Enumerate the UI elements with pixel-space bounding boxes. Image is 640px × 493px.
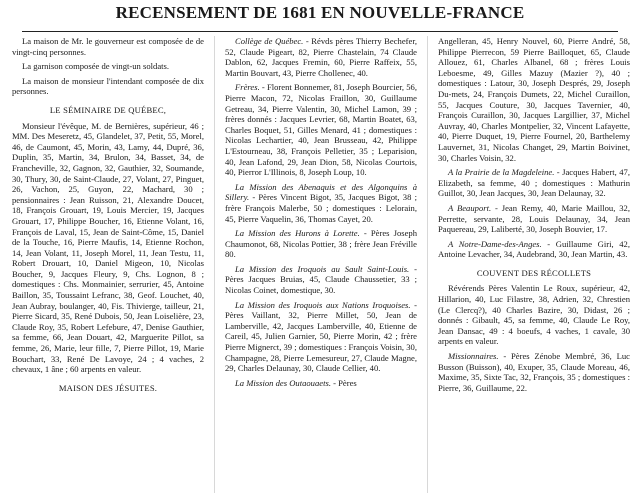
heading-hurons: La Mission des Hurons à Lorette. — [235, 228, 360, 239]
heading-missionnaires: Missionnaires. — [448, 351, 499, 362]
text-missionnaires: - Pères Zénobe Membré, 36, Luc Busson (Buisson), 40, Exuper, 35, Claude Moreau, 46, Maxime, 35, Sixte Tac, 32, François, 35 ; domestiques : Pierre, 36, Guillaume, 22. — [438, 351, 630, 393]
text-hurons: - Pères Joseph Chaumonot, 68, Nicolas Pottier, 38 ; frère Jean Fréville 80. — [225, 228, 417, 260]
text-columns — [12, 36, 630, 493]
paragraph-iroquois — [225, 300, 417, 374]
heading-outaouaets: La Mission des Outaouaets. — [235, 377, 331, 388]
section-heading-seminaire: LE SÉMINAIRE DE QUÉBEC, — [49, 104, 167, 115]
heading-iroquois: La Mission des Iroquois aux Nations Iroquoises. — [235, 299, 411, 310]
paragraph-prairie — [438, 167, 630, 199]
text-sault: - Pères Jacques Bruias, 45, Claude Chaussetier, 33 ; Nicolas Coinet, domestique, 30. — [225, 263, 417, 296]
page-title: RECENSEMENT DE 1681 EN NOUVELLE-FRANCE — [115, 3, 525, 22]
heading-beauport: A Beauport. — [448, 202, 492, 213]
text-outaouaets: - Pères — [330, 377, 357, 388]
paragraph-notre-dame — [438, 239, 630, 260]
title-rule — [22, 31, 618, 32]
heading-freres: Frères. — [235, 82, 260, 93]
text-iroquois: - Pères Vaillant, 32, Pierre Millet, 50, Jean de Lamberville, 42, Jacques Lamberville, 40, Etienne de Careil, 45, Julien Garnier, 50, Pierre Morin, 42 ; frère Pierre Mignerct, 39 ; domestiques : François Voisin, 30, Champagne, 28, Pierre Lemesureur, 27, Claude Magne, 29, Charles Delaunay, 30, Claude Cellier, 40. — [225, 299, 417, 374]
text-beauport: - Jean Remy, 40, Marie Maillou, 32, Perrette, servante, 28, Louis Delaunay, 34, Jean Paquereau, 29, Laliberté, 30, Joseph Bouvier, 17. — [438, 202, 630, 235]
heading-abenaquis: La Mission des Abenaquis et des Algonquins à Sillery. — [225, 181, 417, 203]
paragraph-sault — [225, 264, 417, 296]
paragraph-outaouaets-cont: Angelleran, 45, Henry Nouvel, 60, Pierre André, 58, Philippe Pierrecon, 59 Pierre Bailloquet, 65, Claude Allouez, 61, Charles Albanel, 68 ; frères Louis Leboesme, 49, Gilles Mazuy (Mazier ?), 40 ; domestiques : Latour, 30, Joseph Després, 29, Joseph Du-mets, 24, François Dumets, 22, Michel Curaillon, 55, Jacques Couture, 30, Jacques Tavernier, 40, François Curaillon, 30, Jacques Largillier, 37, Michel Auvray, 40, Charles Montpelier, 32, Vincent Lafayette, 40, Pierre Duquet, 19, Pierre Fournel, 20, Barthelemy Lauvernet, 31, Nicolas Changet, 29, Martin Boivinet, 30, Charles Voisin, 32. — [438, 36, 630, 163]
column-divider — [427, 36, 428, 493]
paragraph-beauport — [438, 203, 630, 235]
paragraph-recollets: Révérends Pères Valentin Le Roux, supérieur, 42, Hillarion, 40, Luc Filastre, 38, Adrien, 32, Chrestien (Le Clercq?), 40 Charles Bazire, 30, Didast, 26 ; donnés : Gibault, 45, sa femme, 40, Claude Le Roy, Jean Dansac, 49 : 4 boeufs, 4 vaches, 1 cavale, 30 arpents en valeur. — [438, 283, 630, 347]
text-prairie: - Jacques Habert, 47, Elizabeth, sa femme, 40 ; domestiques : Mathurin Guillot, 30, Jean Jacques, 30, Jean Delaunay, 32. — [438, 167, 630, 199]
column-divider — [214, 36, 215, 493]
heading-prairie: A la Prairie de la Magdeleine. — [448, 167, 555, 178]
column-3 — [438, 36, 630, 493]
text-college: - Révds pères Thierry Bechefer, 52, Claude Pigeart, 82, Pierre Chastelain, 74 Claude Dablon, 62, Jacques Fremin, 60, Pierre Raffeix, 55, Martin Bouvart, 43, Pierre Chollenec, 40. — [225, 36, 417, 78]
paragraph-college — [225, 36, 417, 78]
paragraph-freres — [225, 82, 417, 177]
paragraph-hurons — [225, 228, 417, 260]
paragraph-missionnaires — [438, 351, 630, 393]
paragraph-garnison: La garnison composée de vingt-un soldats. — [22, 61, 170, 72]
section-heading-recollets: COUVENT DES RÉCOLLETS — [476, 267, 592, 278]
paragraph-abenaquis — [225, 182, 417, 224]
paragraph-outaouaets — [225, 378, 417, 389]
paragraph-seminaire: Monsieur l'évêque, M. de Bernières, supérieur, 46 ; MM. Des Meseretz, 45, Glandelet, 37, Petit, 55, Morel, 46, de Caumont, 45, Morin, 43, Lamy, 44, Dupré, 36, Duplin, 35, Martin, 34, Brulon, 34, Basset, 34, de Francheville, 32, Gagnon, 32, Gauthier, 32, Soumande, 30, Thury, 30, de Saint-Claude, 27, Volant, 27, Pinguet, 26, Vachon, 25, Guyon, 22, Machard, 30 ; pensionnaires : Jean Ruisson, 21, Alexandre Doucet, 18, François Grouart, 19, Louis Mercier, 19, Jacques Grouart, 17, Philippe Boucher, 16, Etienne Volant, 16, François de Laval, 15, Jean de Saint-Côme, 15, Daniel de la Touche, 16, Pierre Maufis, 14, Etienne Rochon, 14, Jean Volant, 11, Joseph Morel, 11, Jean Testu, 11, Robert Drouart, 10, Daniel Migeon, 10, Nicolas Boucher, 9, Jacques Fleury, 9, Chs. Lognon, 8 ; domestiques : Chs. Monmainier, serrurier, 45, Antoine Baillon, 35, Toussaint Lefranc, 38, Geof. Louchet, 40, Jean Aubray, boulanger, 40, Fis. Thivierge, tailleur, 21, Pierre Sicard, 35, René Dubois, 50, Jean Loiselière, 23, Claude Roy, 35, Robert Lefebure, 47, Denise Gauthier, sa femme, 66, Jean Douart, 42, Marguerite Pillot, sa femme, 26, Marie, leur fille, 7, Pierre Pillot, 19, Marie Bouchart, 33, René De Lavoye, 24 ; 4 vaches, 2 chevaux, 1 âne ; 60 arpents en valeur. — [12, 120, 204, 375]
title-block — [0, 2, 640, 24]
paragraph-intendant: La maison de monsieur l'intendant composée de dix personnes. — [12, 75, 204, 97]
column-1 — [12, 36, 204, 493]
text-notre-dame: - Guillaume Giri, 42, Antoine Levacher, 34, Audebrand, 30, Jean Martin, 43. — [438, 238, 630, 260]
text-freres: - Florent Bonnemer, 81, Joseph Bourcier, 56, Pierre Macon, 72, Nicolas Fraillon, 30, Guillaume Getreau, 34, Pierre Valentin, 30, Michel Lamon, 39 ; frères donnés : Jacques Levrier, 68, Martin Boatet, 63, Charles Boquet, 51, Gilles Menard, 41 ; domestiques : Nicolas Lechartier, 40, Jean Brusseau, 42, Philippe L'Estourneau, 38, François Pelletier, 35 ; Leparision, 40, Jean Lafond, 29, Jean Dion, 58, Nicolas Courtois, 40, Pierror L'Illinois, 8, Joseph Loup, 10. — [225, 82, 417, 178]
heading-college: Collège de Québec. — [235, 36, 304, 46]
column-2 — [225, 36, 417, 493]
section-heading-jesuites: MAISON DES JÉSUITES. — [58, 382, 158, 393]
heading-sault: La Mission des Iroquois au Sault Saint-Louis. — [235, 263, 410, 274]
paragraph-gouverneur: La maison de Mr. le gouverneur est composée de de vingt-cinq personnes. — [12, 36, 204, 57]
text-abenaquis: - Pères Vincent Bigot, 35, Jacques Bigot, 38 ; frère François Malerbe, 50 ; domestiques : Lelorain, 45, Pierre Vaquelin, 36, Thomas Cayet, 20. — [225, 192, 417, 224]
heading-notre-dame: A Notre-Dame-des-Anges. — [448, 238, 542, 249]
